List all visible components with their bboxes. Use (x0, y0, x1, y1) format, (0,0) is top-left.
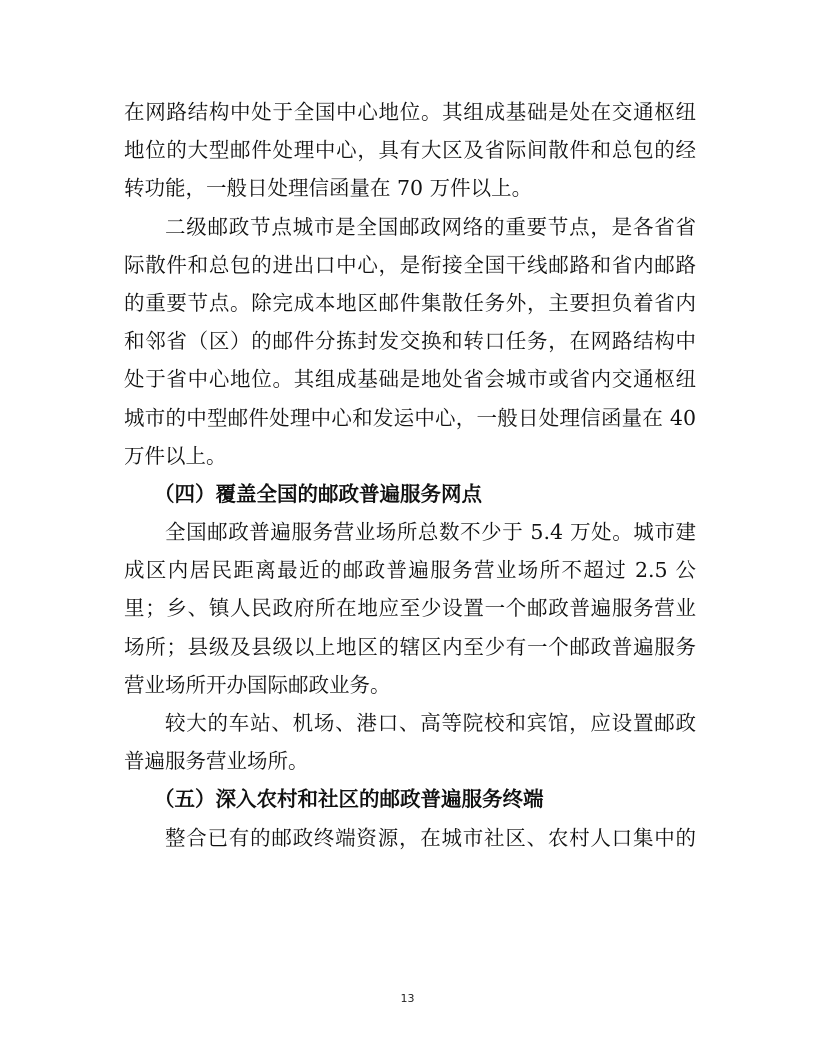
paragraph-5 (124, 819, 696, 857)
text-line: 万件以上。 (124, 443, 227, 468)
document-body (124, 93, 696, 857)
text-line: 二级邮政节点城市是全国邮政网络的重要节点，是各省省 (165, 214, 696, 239)
section-heading-4: （四）覆盖全国的邮政普遍服务网点 (154, 481, 482, 506)
text-line: 城市的中型邮件处理中心和发运中心，一般日处理信函量在 40 (124, 405, 696, 430)
text-line: 普遍服务营业场所。 (124, 749, 309, 774)
paragraph-2 (124, 208, 696, 475)
section-heading-5: （五）深入农村和社区的邮政普遍服务终端 (154, 787, 544, 812)
text-line: 较大的车站、机场、港口、高等院校和宾馆，应设置邮政 (165, 711, 696, 735)
page-number: 13 (400, 992, 415, 1005)
paragraph-4 (124, 704, 696, 780)
paragraph-1 (124, 93, 696, 208)
text-line: 处于省中心地位。其组成基础是地处省会城市或省内交通枢纽 (124, 367, 696, 392)
text-line: 里；乡、镇人民政府所在地应至少设置一个邮政普遍服务营业 (124, 596, 696, 621)
text-line: 成区内居民距离最近的邮政普遍服务营业场所不超过 2.5 公 (124, 558, 696, 583)
text-line: 的重要节点。除完成本地区邮件集散任务外，主要担负着省内 (124, 290, 696, 315)
text-line: 转功能，一般日处理信函量在 70 万件以上。 (124, 176, 533, 201)
text-line: 际散件和总包的进出口中心，是衔接全国干线邮路和省内邮路 (124, 252, 696, 277)
text-line: 全国邮政普遍服务营业场所总数不少于 5.4 万处。城市建 (165, 520, 696, 545)
text-line: 场所；县级及县级以上地区的辖区内至少有一个邮政普遍服务 (124, 634, 696, 659)
text-line: 地位的大型邮件处理中心，具有大区及省际间散件和总包的经 (124, 138, 696, 163)
text-line: 在网路结构中处于全国中心地位。其组成基础是处在交通枢纽 (124, 100, 696, 124)
paragraph-3 (124, 513, 696, 704)
text-line: 和邻省（区）的邮件分拣封发交换和转口任务，在网路结构中 (124, 329, 696, 354)
text-line: 营业场所开办国际邮政业务。 (124, 672, 391, 697)
text-line: 整合已有的邮政终端资源，在城市社区、农村人口集中的 (165, 825, 696, 850)
